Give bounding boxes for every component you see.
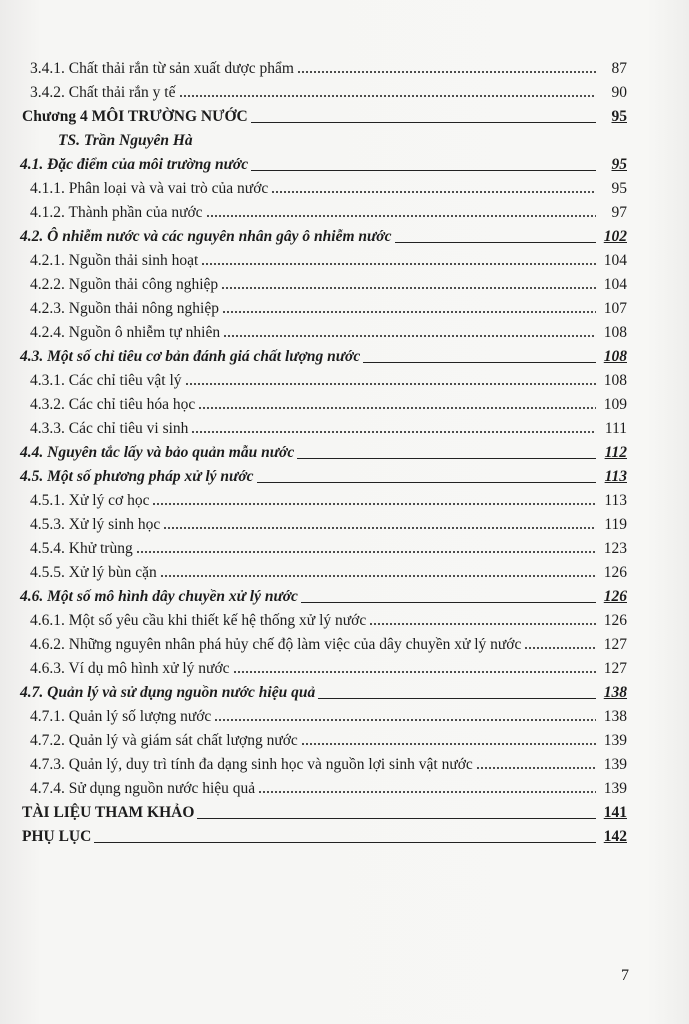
toc-entry-title: 4.5.3. Xử lý sinh học bbox=[30, 516, 161, 533]
dot-leader bbox=[257, 477, 596, 483]
toc-page-number: 107 bbox=[603, 300, 627, 317]
toc-entry-title: 4.6.1. Một số yêu cầu khi thiết kế hệ thống xử lý nước bbox=[30, 612, 367, 629]
toc-subsection-entry bbox=[0, 246, 689, 270]
toc-page-number: 113 bbox=[604, 492, 627, 509]
toc-subsection-entry bbox=[0, 630, 689, 654]
toc-entry-title: 4.1.1. Phân loại và và vai trò của nước bbox=[30, 180, 269, 197]
toc-page-number: 127 bbox=[603, 660, 627, 677]
toc-section-entry bbox=[0, 342, 689, 366]
toc-subsection-entry bbox=[0, 774, 689, 798]
dot-leader bbox=[214, 718, 596, 722]
toc-page-number: 104 bbox=[603, 252, 627, 269]
toc-section-entry bbox=[0, 582, 689, 606]
toc-subsection-entry bbox=[0, 606, 689, 630]
toc-subsection-entry bbox=[0, 390, 689, 414]
toc-subsection-entry bbox=[0, 78, 689, 102]
toc-entry-title: 4.6.3. Ví dụ mô hình xử lý nước bbox=[30, 660, 230, 677]
toc-entry-title: 4.5.5. Xử lý bùn cặn bbox=[30, 564, 157, 581]
dot-leader bbox=[197, 813, 596, 819]
toc-section-entry bbox=[0, 678, 689, 702]
toc-entry-title: 4.3. Một số chỉ tiêu cơ bản đánh giá chất lượng nước bbox=[20, 348, 361, 365]
toc-entry-title: 3.4.2. Chất thải rắn y tế bbox=[30, 84, 176, 101]
dot-leader bbox=[363, 357, 596, 363]
dot-leader bbox=[297, 453, 596, 459]
dot-leader bbox=[163, 526, 596, 530]
dot-leader bbox=[369, 622, 596, 626]
toc-subsection-entry bbox=[0, 726, 689, 750]
dot-leader bbox=[136, 550, 596, 554]
toc-entry-title: 4.7. Quản lý và sử dụng nguồn nước hiệu quả bbox=[20, 684, 316, 701]
dot-leader bbox=[198, 406, 596, 410]
dot-leader bbox=[222, 310, 596, 314]
toc-chapter-entry bbox=[0, 102, 689, 126]
toc-entry-title: 4.7.3. Quản lý, duy trì tính đa dạng sinh học và nguồn lợi sinh vật nước bbox=[30, 756, 473, 773]
toc-subsection-entry bbox=[0, 366, 689, 390]
dot-leader bbox=[251, 165, 596, 171]
toc-entry-title: PHỤ LỤC bbox=[22, 828, 92, 845]
toc-entry-title: 4.4. Nguyên tắc lấy và bảo quản mẫu nước bbox=[20, 444, 295, 461]
toc-page-number: 139 bbox=[603, 732, 627, 749]
toc-entry-title: 4.1.2. Thành phần của nước bbox=[30, 204, 203, 221]
dot-leader bbox=[524, 646, 596, 650]
toc-entry-title: 4.2. Ô nhiễm nước và các nguyên nhân gây ô nhiễm nước bbox=[20, 228, 392, 245]
toc-subsection-entry bbox=[0, 270, 689, 294]
toc-page-number: 112 bbox=[604, 444, 627, 461]
toc-page-number: 119 bbox=[604, 516, 627, 533]
toc-subsection-entry bbox=[0, 486, 689, 510]
toc-page-number: 139 bbox=[603, 780, 627, 797]
toc-subsection-entry bbox=[0, 294, 689, 318]
toc-page-number: 95 bbox=[611, 156, 627, 173]
toc-entry-title: 4.5.1. Xử lý cơ học bbox=[30, 492, 150, 509]
toc-entry-title: 4.2.4. Nguồn ô nhiễm tự nhiên bbox=[30, 324, 221, 341]
toc-subsection-entry bbox=[0, 534, 689, 558]
toc-section-entry bbox=[0, 438, 689, 462]
toc-page-number: 104 bbox=[603, 276, 627, 293]
toc-page-number: 95 bbox=[611, 180, 627, 197]
toc-page-number: 109 bbox=[603, 396, 627, 413]
toc-page-number: 139 bbox=[603, 756, 627, 773]
toc-page-number: 127 bbox=[603, 636, 627, 653]
dot-leader bbox=[258, 790, 596, 794]
toc-subsection-entry bbox=[0, 750, 689, 774]
dot-leader bbox=[233, 670, 596, 674]
dot-leader bbox=[221, 286, 596, 290]
toc-chapter-entry bbox=[0, 798, 689, 822]
dot-leader bbox=[301, 597, 596, 603]
dot-leader bbox=[476, 766, 596, 770]
toc-page-number: 95 bbox=[611, 108, 627, 125]
toc-page-number: 102 bbox=[603, 228, 627, 245]
toc-section-entry bbox=[0, 462, 689, 486]
dot-leader bbox=[223, 334, 596, 338]
toc-entry-title: TS. Trần Nguyên Hà bbox=[58, 132, 193, 149]
dot-leader bbox=[251, 117, 596, 123]
dot-leader bbox=[297, 70, 596, 74]
page-number: 7 bbox=[621, 967, 629, 984]
toc-page-number: 142 bbox=[603, 828, 627, 845]
toc-page-number: 97 bbox=[611, 204, 627, 221]
toc-page-number: 123 bbox=[603, 540, 627, 557]
toc-page-number: 111 bbox=[604, 420, 627, 437]
toc-subsection-entry bbox=[0, 54, 689, 78]
toc-subsection-entry bbox=[0, 558, 689, 582]
toc-subsection-entry bbox=[0, 414, 689, 438]
toc-page-number: 108 bbox=[603, 324, 627, 341]
dot-leader bbox=[191, 430, 596, 434]
toc-page-number: 138 bbox=[603, 708, 627, 725]
toc-subsection-entry bbox=[0, 510, 689, 534]
toc-entry-title: 4.3.2. Các chỉ tiêu hóa học bbox=[30, 396, 196, 413]
toc-section-entry bbox=[0, 222, 689, 246]
toc-page-number: 87 bbox=[611, 60, 627, 77]
toc-author bbox=[0, 126, 689, 150]
toc-entry-title: 4.5.4. Khử trùng bbox=[30, 540, 133, 557]
dot-leader bbox=[271, 190, 596, 194]
dot-leader bbox=[206, 214, 596, 218]
toc-entry-title: 4.3.1. Các chỉ tiêu vật lý bbox=[30, 372, 182, 389]
toc-page-number: 126 bbox=[603, 612, 627, 629]
toc-entry-title: 4.2.1. Nguồn thải sinh hoạt bbox=[30, 252, 199, 269]
dot-leader bbox=[318, 693, 596, 699]
dot-leader bbox=[201, 262, 596, 266]
toc-section-entry bbox=[0, 150, 689, 174]
toc-entry-title: TÀI LIỆU THAM KHẢO bbox=[22, 804, 195, 821]
toc-page-number: 126 bbox=[603, 588, 627, 605]
table-of-contents bbox=[0, 54, 689, 846]
toc-subsection-entry bbox=[0, 198, 689, 222]
toc-entry-title: Chương 4 MÔI TRƯỜNG NƯỚC bbox=[22, 108, 248, 125]
toc-page-number: 113 bbox=[604, 468, 627, 485]
toc-entry-title: 4.5. Một số phương pháp xử lý nước bbox=[20, 468, 254, 485]
dot-leader bbox=[395, 237, 597, 243]
dot-leader bbox=[301, 742, 596, 746]
toc-subsection-entry bbox=[0, 318, 689, 342]
dot-leader bbox=[179, 94, 597, 98]
toc-page-number: 141 bbox=[603, 804, 627, 821]
toc-entry-title: 4.3.3. Các chỉ tiêu vi sinh bbox=[30, 420, 189, 437]
toc-entry-title: 4.7.1. Quản lý số lượng nước bbox=[30, 708, 212, 725]
toc-entry-title: 4.2.2. Nguồn thải công nghiệp bbox=[30, 276, 219, 293]
toc-entry-title: 3.4.1. Chất thải rắn từ sản xuất dược phẩm bbox=[30, 60, 294, 77]
toc-entry-title: 4.6.2. Những nguyên nhân phá hủy chế độ làm việc của dây chuyền xử lý nước bbox=[30, 636, 522, 653]
toc-chapter-entry bbox=[0, 822, 689, 846]
toc-subsection-entry bbox=[0, 654, 689, 678]
toc-page-number: 138 bbox=[603, 684, 627, 701]
toc-page-number: 108 bbox=[603, 372, 627, 389]
toc-subsection-entry bbox=[0, 174, 689, 198]
toc-subsection-entry bbox=[0, 702, 689, 726]
toc-page-number: 108 bbox=[603, 348, 627, 365]
toc-entry-title: 4.7.2. Quản lý và giám sát chất lượng nước bbox=[30, 732, 298, 749]
dot-leader bbox=[152, 502, 596, 506]
dot-leader bbox=[160, 574, 596, 578]
toc-entry-title: 4.6. Một số mô hình dây chuyền xử lý nước bbox=[20, 588, 298, 605]
dot-leader bbox=[185, 382, 596, 386]
toc-entry-title: 4.2.3. Nguồn thải nông nghiệp bbox=[30, 300, 219, 317]
toc-page-number: 90 bbox=[611, 84, 627, 101]
dot-leader bbox=[94, 837, 596, 843]
toc-entry-title: 4.7.4. Sử dụng nguồn nước hiệu quả bbox=[30, 780, 256, 797]
toc-entry-title: 4.1. Đặc điểm của môi trường nước bbox=[20, 156, 249, 173]
toc-page-number: 126 bbox=[603, 564, 627, 581]
